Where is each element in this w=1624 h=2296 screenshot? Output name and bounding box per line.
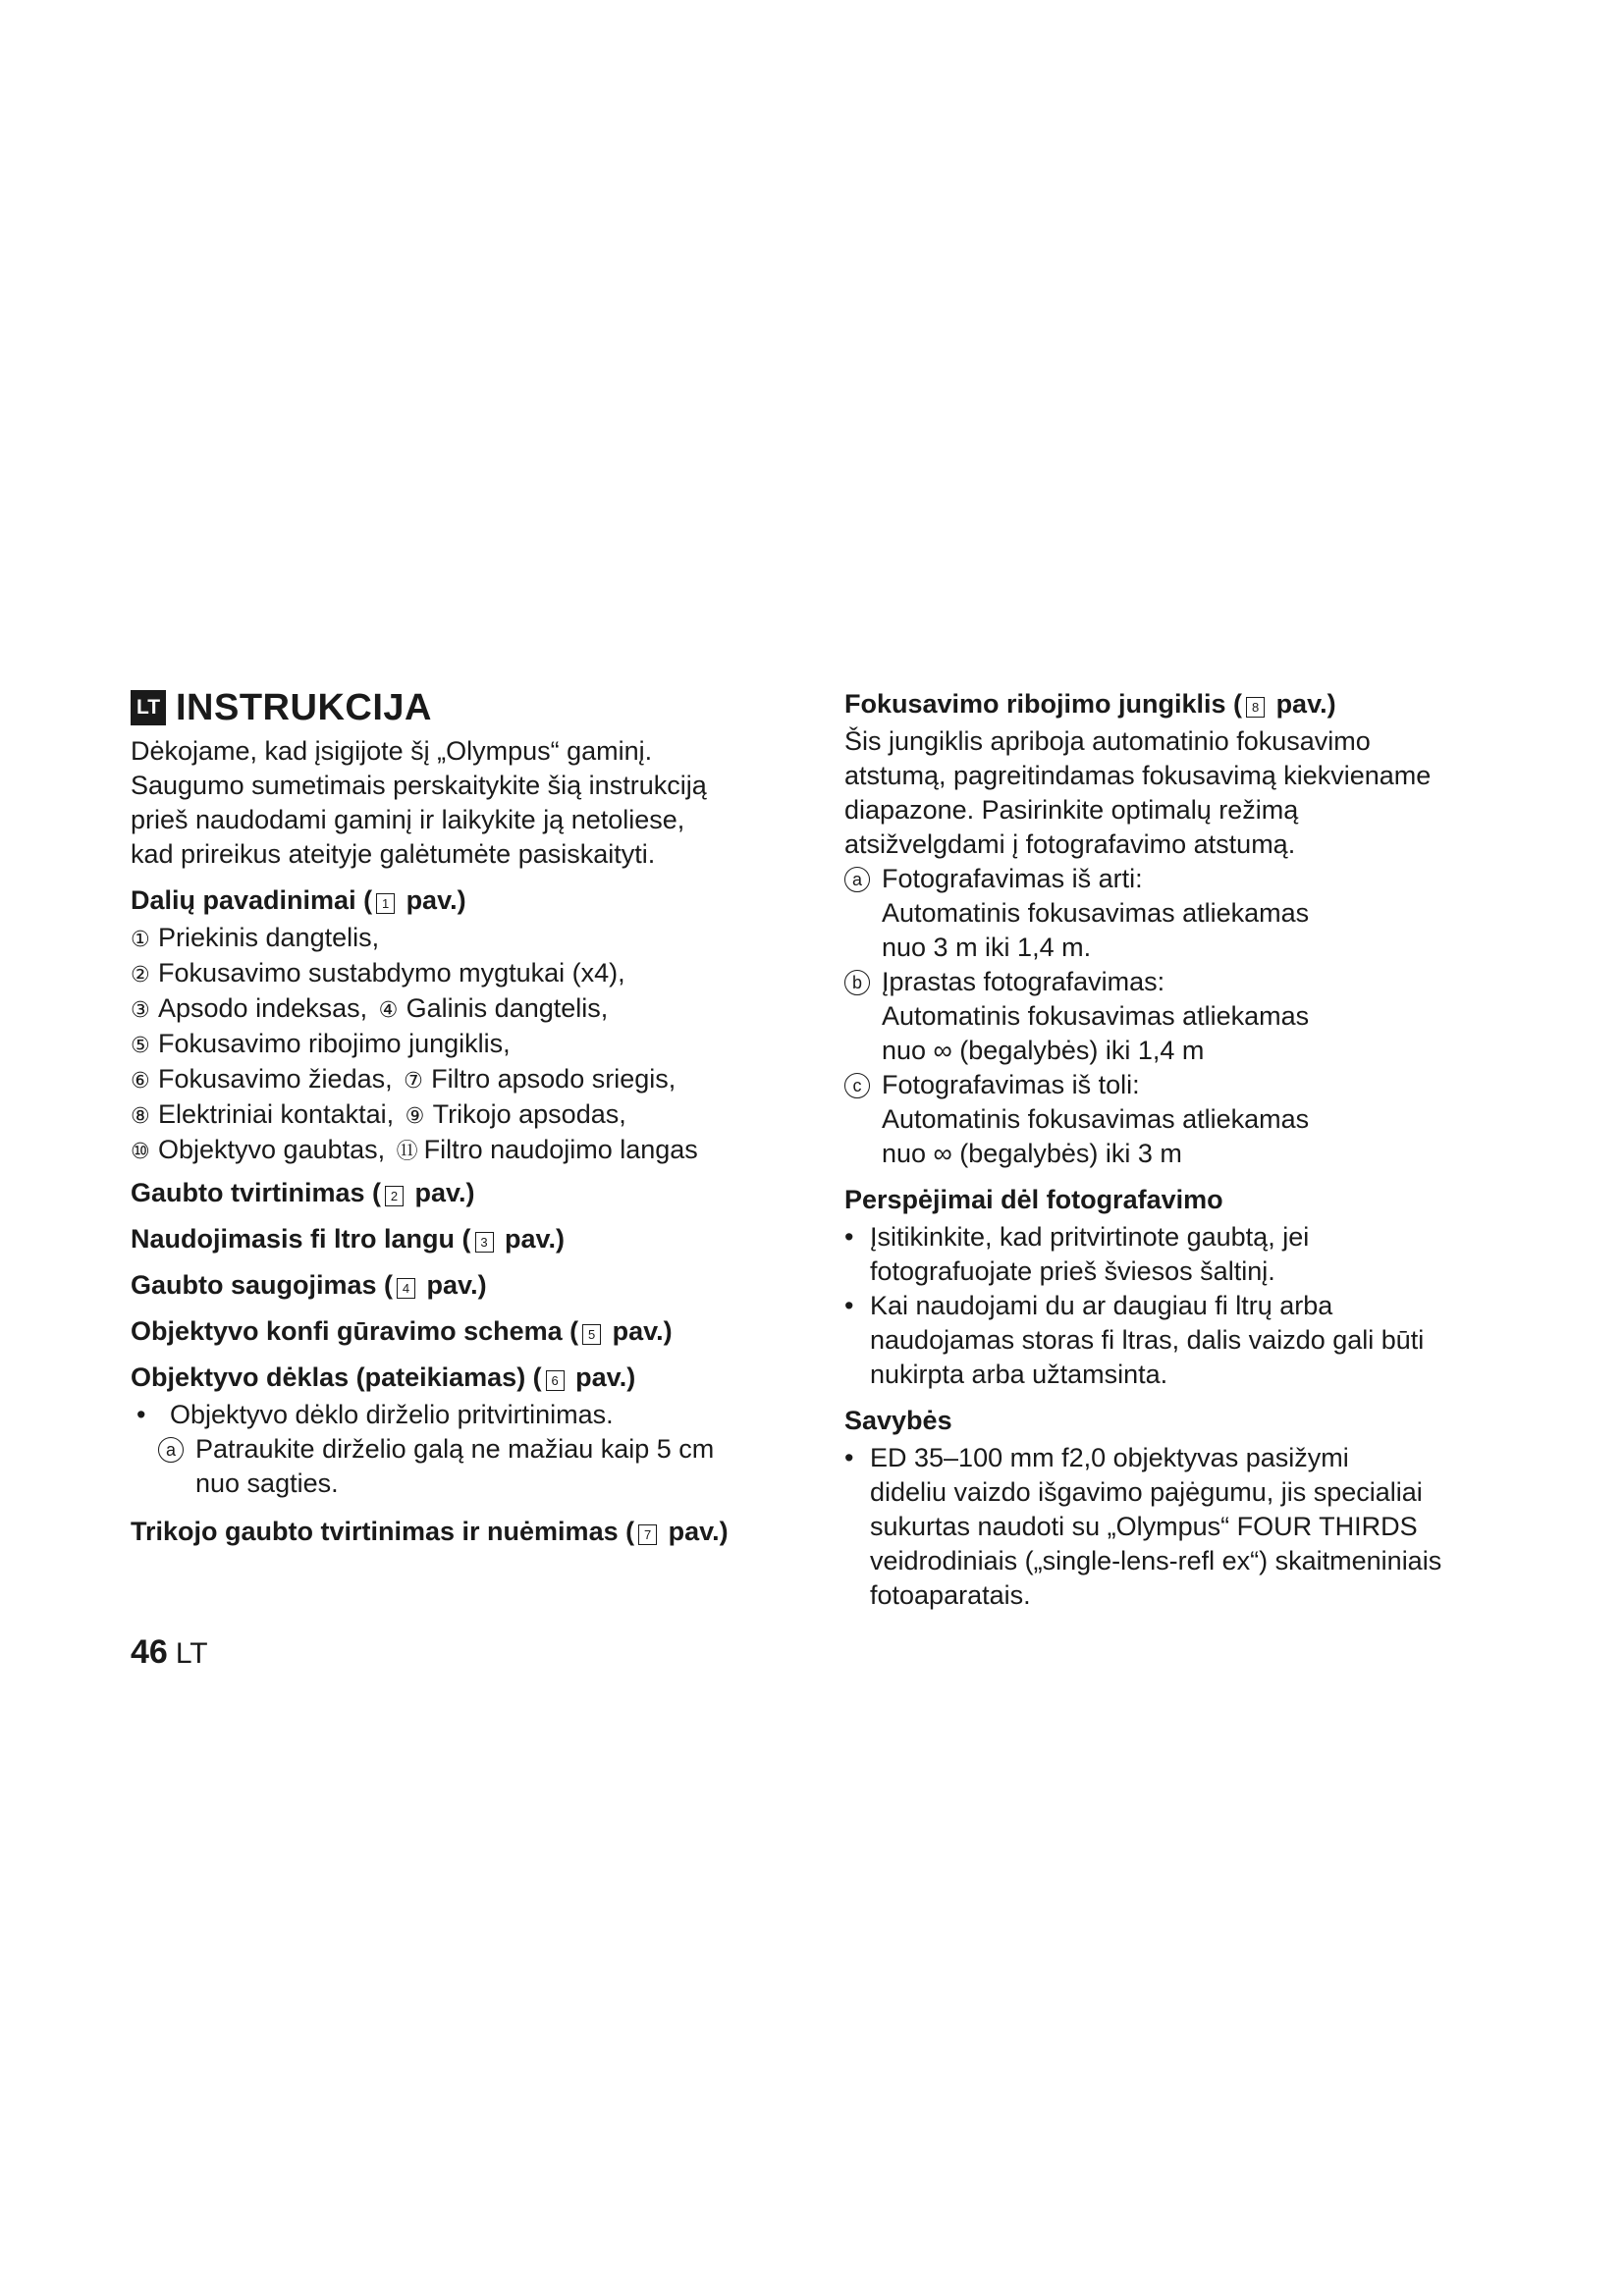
part-number: ④: [378, 997, 399, 1022]
figure-ref-icon: 2: [385, 1186, 404, 1206]
features-item-cont: dideliu vaizdo išgavimo pajėgumu, jis specialiai: [870, 1477, 1423, 1507]
hood-storage-heading: Gaubto saugojimas ( 4 pav.): [131, 1270, 487, 1300]
part-number: ⑦: [404, 1068, 423, 1093]
part-number: ⑪: [396, 1139, 418, 1163]
focus-limit-heading: Fokusavimo ribojimo jungiklis ( 8 pav.): [844, 689, 1336, 719]
parts-list-item: ③ Apsodo indeksas, ④ Galinis dangtelis,: [131, 991, 798, 1027]
features-item-cont: fotoaparatais.: [870, 1580, 1031, 1610]
letter-a-icon: a: [844, 867, 870, 892]
focus-limit-text: atsižvelgdami į fotografavimo atstumą.: [844, 829, 1296, 859]
parts-list-item: ⑤ Fokusavimo ribojimo jungiklis,: [131, 1027, 798, 1062]
title-row: [131, 687, 798, 728]
parts-list-item: ⑩ Objektyvo gaubtas, ⑪ Filtro naudojimo langas: [131, 1133, 798, 1168]
focus-option-detail: Automatinis fokusavimas atliekamas: [882, 1104, 1310, 1134]
focus-option-detail: nuo ∞ (begalybės) iki 3 m: [882, 1139, 1182, 1168]
focus-option-detail: Automatinis fokusavimas atliekamas: [882, 898, 1310, 928]
part-number: ②: [131, 962, 150, 987]
figure-ref-icon: 7: [638, 1524, 657, 1545]
intro-line: Dėkojame, kad įsigijote šį „Olympus“ gaminį.: [131, 736, 653, 766]
features-heading: Savybės: [844, 1406, 952, 1435]
focus-limit-text: Šis jungiklis apriboja automatinio fokusavimo: [844, 726, 1371, 756]
part-number: ③: [131, 997, 150, 1022]
focus-option-label: c Fotografavimas iš toli:: [844, 1068, 1532, 1102]
features-item-cont: sukurtas naudoti su „Olympus“ FOUR THIRDS: [870, 1512, 1418, 1541]
parts-list-item: ② Fokusavimo sustabdymo mygtukai (x4),: [131, 956, 798, 991]
tripod-heading: Trikojo gaubto tvirtinimas ir nuėmimas ( 7 pav.): [131, 1517, 729, 1546]
intro-line: kad prireikus ateityje galėtumėte pasiskaityti.: [131, 839, 656, 869]
focus-option-label: b Įprastas fotografavimas:: [844, 965, 1532, 999]
focus-limit-text: diapazone. Pasirinkite optimalų režimą: [844, 795, 1299, 825]
warning-item-cont: naudojamas storas fi ltras, dalis vaizdo gali būti: [870, 1325, 1425, 1355]
page-footer: [131, 1633, 208, 1672]
focus-option-label: a Fotografavimas iš arti:: [844, 862, 1532, 896]
figure-ref-icon: 6: [546, 1370, 565, 1391]
letter-b-icon: b: [844, 970, 870, 995]
focus-option-detail: Automatinis fokusavimas atliekamas: [882, 1001, 1310, 1031]
parts-heading: Dalių pavadinimai ( 1 pav.): [131, 885, 466, 915]
figure-ref-icon: 3: [475, 1232, 494, 1253]
part-number: ⑥: [131, 1068, 150, 1093]
part-number: ⑤: [131, 1033, 150, 1057]
config-heading: Objektyvo konfi gūravimo schema ( 5 pav.): [131, 1316, 673, 1346]
language-badge: LT: [131, 690, 166, 725]
figure-ref-icon: 1: [376, 893, 395, 914]
part-number: ⑩: [131, 1139, 150, 1163]
case-sub-item: a Patraukite dirželio galą ne mažiau kaip 5 cm: [131, 1432, 798, 1467]
focus-limit-text: atstumą, pagreitindamas fokusavimą kiekviename: [844, 761, 1432, 790]
warning-item-cont: fotografuojate prieš šviesos šaltinį.: [870, 1256, 1275, 1286]
left-column: [131, 687, 798, 1552]
intro-line: Saugumo sumetimais perskaitykite šią instrukciją: [131, 771, 707, 800]
part-number: ⑨: [405, 1103, 425, 1128]
intro-line: prieš naudodami gaminį ir laikykite ją netoliese,: [131, 805, 685, 834]
focus-option-detail: nuo ∞ (begalybės) iki 1,4 m: [882, 1036, 1205, 1065]
letter-c-icon: c: [844, 1073, 870, 1098]
case-bullet: • Objektyvo dėklo dirželio pritvirtinimas.: [136, 1400, 614, 1429]
parts-list-item: ⑥ Fokusavimo žiedas, ⑦ Filtro apsodo sriegis,: [131, 1062, 798, 1097]
focus-option-detail: nuo 3 m iki 1,4 m.: [882, 933, 1092, 962]
warning-item: • Kai naudojami du ar daugiau fi ltrų arba: [844, 1291, 1333, 1320]
figure-ref-icon: 4: [397, 1278, 415, 1299]
part-number: ⑧: [131, 1103, 150, 1128]
figure-ref-icon: 5: [582, 1324, 601, 1345]
parts-list-item: ⑧ Elektriniai kontaktai, ⑨ Trikojo apsodas,: [131, 1097, 798, 1133]
hood-attach-heading: Gaubto tvirtinimas ( 2 pav.): [131, 1178, 475, 1207]
right-column: [844, 687, 1532, 1613]
page-title: INSTRUKCIJA: [176, 686, 432, 728]
features-item-cont: veidrodiniais („single-lens-refl ex“) skaitmeniniais: [870, 1546, 1442, 1575]
features-item: • ED 35–100 mm f2,0 objektyvas pasižymi: [844, 1443, 1349, 1472]
figure-ref-icon: 8: [1246, 697, 1265, 718]
filter-window-heading: Naudojimasis fi ltro langu ( 3 pav.): [131, 1224, 566, 1254]
warning-item: • Įsitikinkite, kad pritvirtinote gaubtą, jei: [844, 1222, 1310, 1252]
page-number: 46: [131, 1633, 168, 1671]
letter-a-icon: a: [158, 1437, 184, 1463]
case-sub-item-cont: nuo sagties.: [195, 1468, 339, 1498]
case-heading: Objektyvo dėklas (pateikiamas) ( 6 pav.): [131, 1362, 636, 1392]
part-number: ①: [131, 927, 150, 951]
warning-item-cont: nukirpta arba užtamsinta.: [870, 1360, 1168, 1389]
page-language: LT: [175, 1637, 208, 1670]
parts-list-item: ① Priekinis dangtelis,: [131, 921, 798, 956]
warnings-heading: Perspėjimai dėl fotografavimo: [844, 1185, 1223, 1214]
